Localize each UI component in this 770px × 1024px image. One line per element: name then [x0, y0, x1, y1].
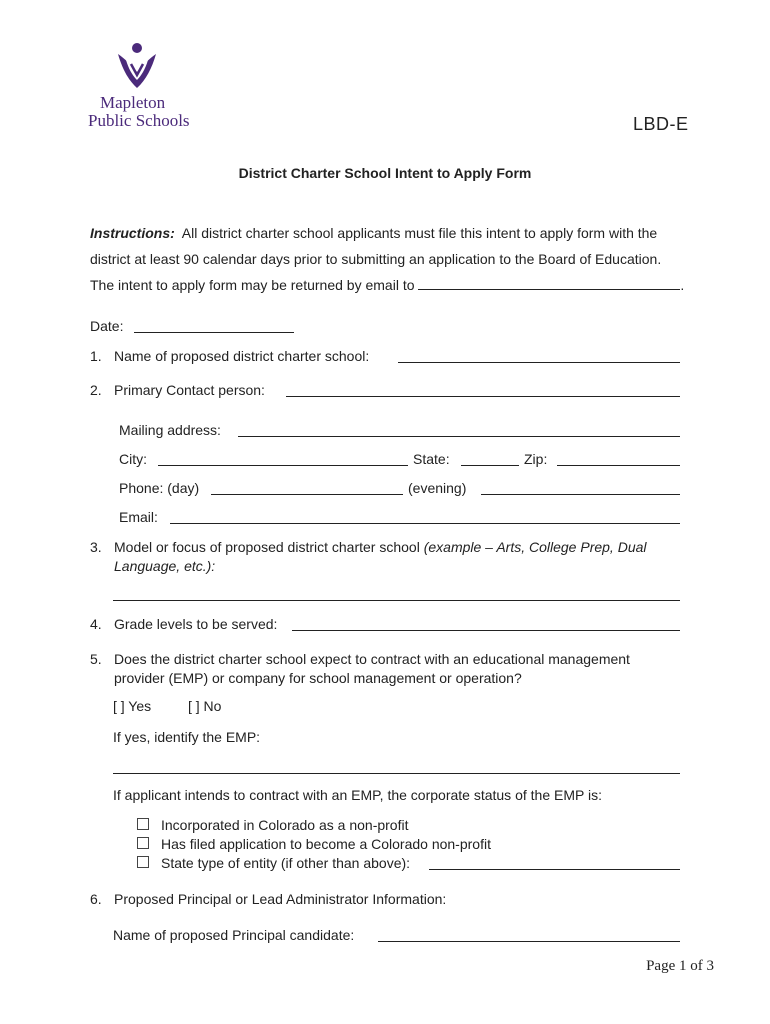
- city-field[interactable]: [158, 465, 408, 466]
- model-focus-field[interactable]: [113, 600, 680, 601]
- page-number: Page 1 of 3: [646, 958, 714, 974]
- date-field[interactable]: [134, 332, 294, 333]
- school-name-field[interactable]: [398, 362, 680, 363]
- principal-candidate-field[interactable]: [378, 941, 680, 942]
- primary-contact-field[interactable]: [286, 396, 680, 397]
- phone-evening-field[interactable]: [481, 494, 680, 495]
- instructions-text-1: All district charter school applicants must file this intent to apply form with the: [181, 225, 658, 241]
- state-label: State:: [413, 451, 450, 467]
- q5-line-2: provider (EMP) or company for school management or operation?: [114, 670, 522, 686]
- question-1: 1. Name of proposed district charter school:: [90, 348, 370, 364]
- instructions-label: Instructions:: [90, 225, 175, 241]
- date-label: Date:: [90, 318, 124, 334]
- q6-label: Proposed Principal or Lead Administrator Information:: [114, 891, 447, 907]
- email-label: Email:: [119, 509, 158, 525]
- if-yes-emp-label: If yes, identify the EMP:: [113, 729, 261, 745]
- logo-text-line1: Mapleton: [100, 93, 166, 112]
- city-label: City:: [119, 451, 147, 467]
- q2-label: Primary Contact person:: [114, 382, 265, 398]
- mailing-address-label: Mailing address:: [119, 422, 221, 438]
- emp-yes-option[interactable]: [ ] Yes: [113, 698, 152, 714]
- email-field[interactable]: [170, 523, 680, 524]
- instructions-block: Instructions: All district charter school applicants must file this intent to apply form with the district at least 90 calendar days prior to submitting an application to the Board of Education. The intent to apply form may be returned by email to .: [90, 220, 730, 298]
- checkbox-icon[interactable]: [137, 818, 149, 830]
- question-3: 3. Model or focus of proposed district charter school (example – Arts, College Prep, Dual Language, etc.):: [90, 539, 647, 574]
- phone-day-field[interactable]: [211, 494, 403, 495]
- instructions-text-2: district at least 90 calendar days prior to submitting an application to the Board of Education.: [90, 251, 662, 267]
- return-email-field[interactable]: [418, 275, 680, 290]
- question-2: 2. Primary Contact person:: [90, 382, 265, 398]
- q1-label: Name of proposed district charter school:: [114, 348, 370, 364]
- instructions-text-3: The intent to apply form may be returned by email to: [90, 277, 415, 293]
- emp-name-field[interactable]: [113, 773, 680, 774]
- q3-example-2: Language, etc.):: [114, 558, 216, 574]
- principal-candidate-label: Name of proposed Principal candidate:: [113, 927, 355, 943]
- grade-levels-field[interactable]: [292, 630, 680, 631]
- status-option-3[interactable]: State type of entity (if other than above):: [137, 855, 410, 871]
- q3-label: Model or focus of proposed district charter school: [114, 539, 420, 555]
- date-row: [90, 318, 123, 334]
- question-5: 5. Does the district charter school expect to contract with an educational management provider (EMP) or company for school management or operation?: [90, 651, 630, 686]
- status-option-1[interactable]: Incorporated in Colorado as a non-profit: [137, 817, 408, 833]
- state-field[interactable]: [461, 465, 519, 466]
- checkbox-icon[interactable]: [137, 856, 149, 868]
- mapleton-leaf-icon: [114, 42, 160, 90]
- zip-label: Zip:: [524, 451, 548, 467]
- mailing-address-field[interactable]: [238, 436, 680, 437]
- document-code: LBD-E: [633, 114, 689, 134]
- question-4: 4. Grade levels to be served:: [90, 616, 278, 632]
- emp-status-label: If applicant intends to contract with an EMP, the corporate status of the EMP is:: [113, 787, 602, 803]
- checkbox-icon[interactable]: [137, 837, 149, 849]
- zip-field[interactable]: [557, 465, 680, 466]
- page-title: District Charter School Intent to Apply Form: [238, 165, 532, 181]
- emp-no-option[interactable]: [ ] No: [188, 698, 222, 714]
- status-option-2[interactable]: Has filed application to become a Colorado non-profit: [137, 836, 491, 852]
- logo-text-line2: Public Schools: [88, 111, 190, 130]
- phone-day-label: Phone: (day): [119, 480, 200, 496]
- q3-example: (example – Arts, College Prep, Dual: [423, 539, 647, 555]
- q4-label: Grade levels to be served:: [114, 616, 278, 632]
- entity-type-field[interactable]: [429, 869, 680, 870]
- question-6: 6. Proposed Principal or Lead Administrator Information:: [90, 891, 447, 907]
- phone-evening-label: (evening): [408, 480, 467, 496]
- q5-line-1: Does the district charter school expect to contract with an educational management: [114, 651, 630, 667]
